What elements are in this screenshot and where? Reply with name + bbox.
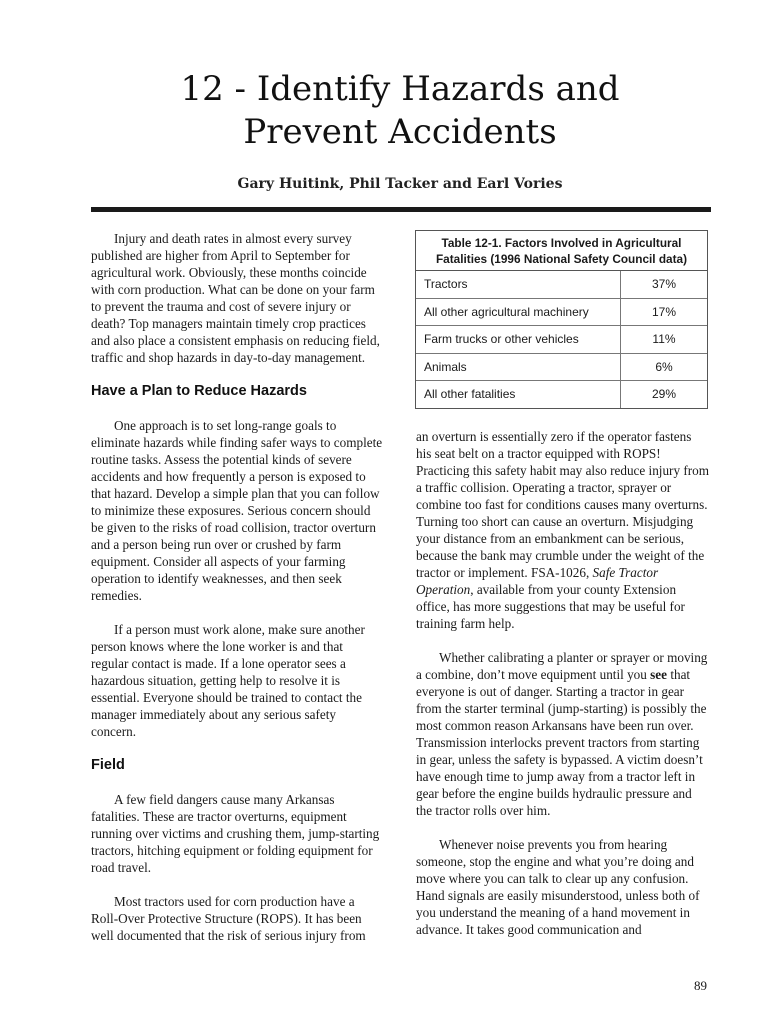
rops-text-b: , available from your county Extension office, has more suggestions that may be useful for training farm help. bbox=[416, 582, 685, 631]
authors-line: Gary Huitink, Phil Tacker and Earl Vories bbox=[237, 176, 563, 192]
table-row bbox=[416, 354, 707, 382]
calibration-text-a: Whether calibrating a planter or sprayer or moving a combine, don’t move equipment until you bbox=[416, 650, 708, 682]
calibration-text-b: that everyone is out of danger. Starting a tractor in gear from the starter terminal (jump-starting) is possibly the most common reason Arkansans have been run over. Transmission interlocks prevent tractors from starting in gear, unless the safety is bypassed. A victim doesn’t have enough time to jump away from a tractor left in gear before the engine builds hydraulic pressure and the tractor rolls over him. bbox=[416, 667, 707, 818]
noise-paragraph: Whenever noise prevents you from hearing someone, stop the engine and what you’re doing and move where you can talk to clear up any confusion. Hand signals are easily misunderstood, unless both of you understand the meaning of a hand movement in advance. It takes good communication and bbox=[416, 837, 700, 937]
table-cell-factor: Animals bbox=[416, 354, 621, 381]
page-title bbox=[0, 68, 770, 154]
table-cell-factor: Farm trucks or other vehicles bbox=[416, 326, 621, 353]
plan-paragraph-1: One approach is to set long-range goals to eliminate hazards while finding safer ways to complete routine tasks. Assess the potential kinds of severe accidents and how frequently a person is exposed to that hazard. Develop a simple plan that you can follow to minimize these exposures. Serious concern should be given to the risks of road collision, tractor overturn and a person being run over or crushed by farm equipment. Consider all aspects of your farming operation to identify weaknesses, and then seek remedies. bbox=[91, 418, 383, 603]
table-cell-percent: 37% bbox=[651, 277, 677, 292]
fatality-factors-table bbox=[415, 230, 708, 409]
table-row bbox=[416, 271, 707, 299]
table-cell-percent: 17% bbox=[651, 304, 677, 319]
left-column bbox=[91, 230, 383, 961]
plan-paragraph-2: If a person must work alone, make sure another person knows where the lone worker is and that regular contact is made. If a lone operator sees a hazardous situation, getting help to resolve it is essential. Everyone should be trained to contact the manager immediately about any serious safety concern. bbox=[91, 622, 365, 739]
title-rule bbox=[91, 207, 711, 212]
intro-paragraph: Injury and death rates in almost every survey published are higher from April to September for agricultural work. Obviously, these months coincide with corn production. What can be done on your farm to prevent the trauma and cost of severe injury or death? Top managers maintain timely crop practices and also place a consistent emphasis on reducing field, traffic and shop hazards in day-to-day management. bbox=[91, 231, 380, 365]
page-number: 89 bbox=[694, 978, 707, 993]
field-paragraph-2: Most tractors used for corn production have a Roll-Over Protective Structure (ROPS). It has been well documented that the risk of serious injury from bbox=[91, 894, 366, 943]
table-cell-factor: Tractors bbox=[416, 271, 621, 298]
rops-text-a: an overturn is essentially zero if the operator fastens his seat belt on a tractor equipped with ROPS! Practicing this safety habit may also reduce injury from a traffic collision. Operating a tractor, sprayer or combine too fast for conditions causes many overturns. Turning too short can cause an overturn. Misjudging your distance from an embankment can be serious, because the bank may crumble under the weight of the tractor or implement. FSA-1026, bbox=[416, 429, 709, 580]
right-column bbox=[416, 428, 710, 955]
table-row bbox=[416, 381, 707, 408]
heading-plan: Have a Plan to Reduce Hazards bbox=[91, 383, 307, 399]
table-cell-percent: 6% bbox=[655, 359, 673, 374]
table-cell-factor: All other agricultural machinery bbox=[416, 299, 621, 326]
emphasis-see: see bbox=[650, 667, 668, 682]
calibration-paragraph bbox=[416, 649, 710, 819]
field-paragraph-1: A few field dangers cause many Arkansas fatalities. These are tractor overturns, equipment running over victims and crushing them, jump-starting tractors, hitching equipment or folding equipment for road travel. bbox=[91, 792, 380, 875]
table-row bbox=[416, 299, 707, 327]
title-line-2: Prevent Accidents bbox=[243, 112, 557, 152]
rops-continued-paragraph bbox=[416, 428, 710, 632]
table-cell-factor: All other fatalities bbox=[416, 381, 621, 408]
table-cell-percent: 29% bbox=[651, 387, 677, 402]
table-caption: Table 12-1. Factors Involved in Agricultural Fatalities (1996 National Safety Council data) bbox=[416, 231, 707, 271]
title-line-1: 12 - Identify Hazards and bbox=[180, 69, 620, 109]
table-cell-percent: 11% bbox=[652, 332, 676, 347]
heading-field: Field bbox=[91, 757, 125, 773]
table-row bbox=[416, 326, 707, 354]
publication-title: Safe Tractor Operation bbox=[416, 565, 659, 597]
